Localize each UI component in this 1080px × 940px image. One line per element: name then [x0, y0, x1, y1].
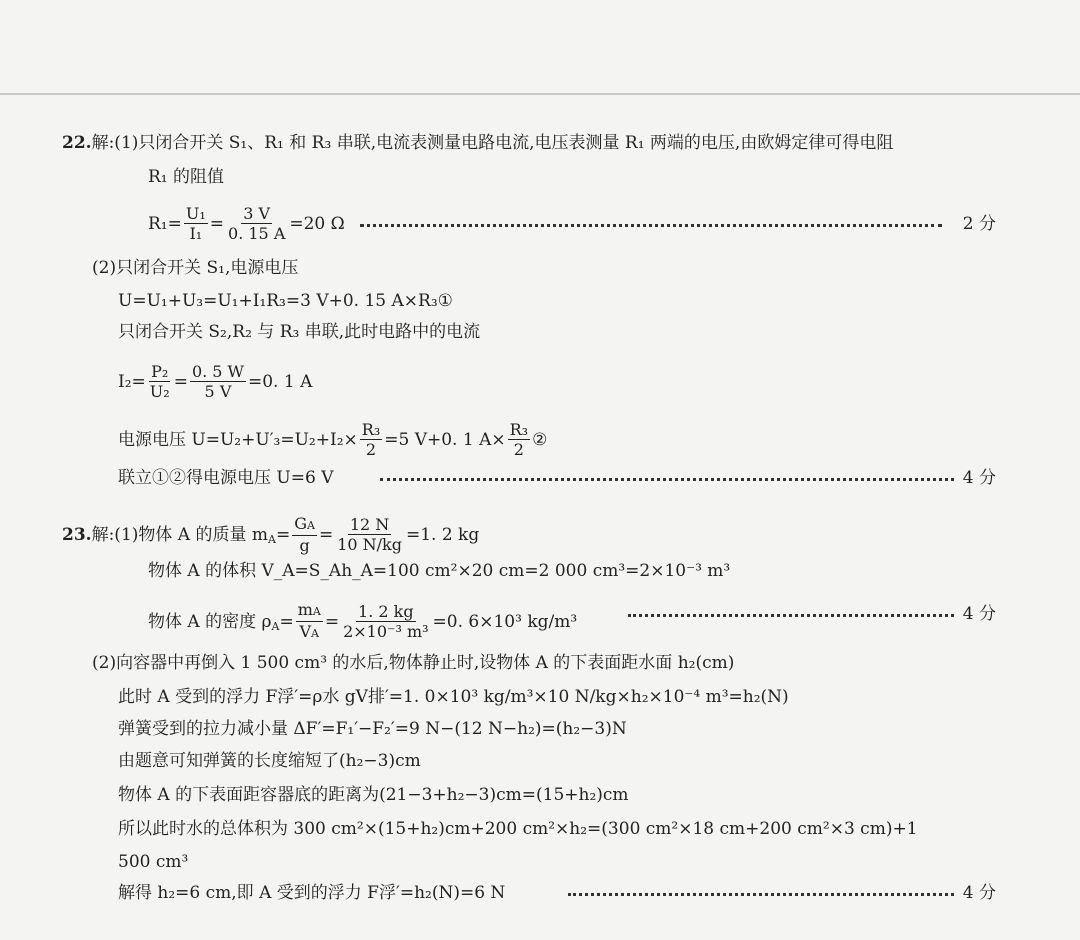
m-symbol: m: [297, 600, 313, 619]
q22-eq3: [118, 362, 312, 401]
eq3-equals: =: [173, 371, 188, 392]
q23-distance-text: 物体 A 的下表面距容器底的距离为(21−3+h₂−3)cm=(15+h₂)cm: [118, 785, 629, 805]
q23-frac2: [335, 515, 404, 554]
q23-score2: 4 分: [962, 883, 996, 903]
top-divider: [0, 93, 1080, 95]
sub-a: A: [311, 627, 319, 640]
q23-score2-row: [0, 881, 1080, 905]
eq3-frac2-num: 0. 5 W: [191, 362, 244, 381]
q23-volume: [148, 560, 730, 582]
eq3-frac2-den: 5 V: [204, 382, 232, 401]
q22-score2-row: [0, 466, 1080, 490]
q22-r1-label: R₁ 的阻值: [148, 167, 225, 187]
q22-line2: [148, 166, 224, 188]
q22-part2-text: (2)只闭合开关 S₁,电源电压: [92, 258, 299, 278]
eq3-frac1: [148, 362, 172, 401]
q23-score1-row: [0, 602, 1080, 626]
eq4-part-c: ②: [532, 429, 548, 450]
q22-eq2: [118, 290, 453, 312]
q22-part2: [92, 257, 298, 279]
eq3-frac1-den: U₂: [149, 382, 170, 401]
q22-line1: [62, 132, 893, 154]
eq1-lhs: R₁=: [148, 213, 182, 234]
q23-frac1: [292, 514, 317, 555]
q22-eq5-text: 联立①②得电源电压 U=6 V: [118, 468, 334, 488]
eq3-rhs: =0. 1 A: [248, 371, 313, 392]
dotted-leader: [380, 478, 954, 481]
q22-part3: [118, 321, 480, 343]
equals: =: [324, 611, 340, 632]
q23-frac2-num: 12 N: [349, 515, 390, 534]
equals: =: [318, 524, 334, 545]
q23-mass-value: =1. 2 kg: [405, 524, 480, 545]
q23-density-label: 物体 A 的密度 ρ: [148, 611, 272, 632]
q23-total-volume-cont: [118, 851, 188, 873]
q23-line1: [62, 514, 479, 555]
q23-total-volume-cont-text: 500 cm³: [118, 852, 189, 872]
q22-eq2-text: U=U₁+U₃=U₁+I₁R₃=3 V+0. 15 A×R₃①: [118, 291, 453, 311]
v-symbol: V: [299, 622, 312, 641]
eq3-frac1-num: P₂: [151, 362, 169, 381]
q23-frac2-den: 10 N/kg: [337, 535, 402, 554]
eq1-rhs: =20 Ω: [289, 213, 345, 234]
q23-part2-text: (2)向容器中再倒入 1 500 cm³ 的水后,物体静止时,设物体 A 的下表面距水面 h₂(cm): [92, 653, 735, 673]
eq1-frac2-num: 3 V: [243, 204, 271, 223]
q22-intro: 解:(1)只闭合开关 S₁、R₁ 和 R₃ 串联,电流表测量电路电流,电压表测量 R₁ 两端的电压,由欧姆定律可得电阻: [91, 133, 894, 153]
q23-total-volume: [118, 818, 918, 840]
eq4-frac2-den: 2: [513, 440, 524, 459]
q23-buoyancy-text: 此时 A 受到的浮力 F浮′=ρ水 gV排′=1. 0×10³ kg/m³×10 N/kg×h₂×10⁻⁴ m³=h₂(N): [118, 687, 789, 707]
q23-total-volume-text: 所以此时水的总体积为 300 cm²×(15+h₂)cm+200 cm²×h₂=(300 cm²×18 cm+200 cm²×3 cm)+1: [118, 819, 918, 839]
eq4-frac1-num: R₃: [361, 420, 381, 439]
q23-result-text: 解得 h₂=6 cm,即 A 受到的浮力 F浮′=h₂(N)=6 N: [118, 883, 506, 903]
eq4-part-b: =5 V+0. 1 A×: [384, 429, 506, 450]
eq4-part-a: 电源电压 U=U₂+U′₃=U₂+I₂×: [118, 429, 358, 450]
eq4-frac1-den: 2: [365, 440, 377, 459]
q23-frac1-den: g: [299, 536, 310, 555]
q23-shorten: [118, 750, 421, 772]
q23-distance: [118, 784, 629, 806]
q23-spring: [118, 718, 627, 740]
eq4-frac2-num: R₃: [509, 420, 529, 439]
sub-a: A: [312, 605, 321, 618]
dotted-leader: [628, 614, 954, 617]
sub-a: A: [271, 619, 280, 633]
q23-mass-label: 解:(1)物体 A 的质量 m: [91, 524, 268, 545]
q23-number: 23.: [62, 524, 92, 545]
q22-score1-row: [0, 212, 1080, 236]
sub-a: A: [268, 532, 276, 546]
q22-score1: 2 分: [962, 214, 996, 234]
q23-shorten-text: 由题意可知弹簧的长度缩短了(h₂−3)cm: [118, 751, 421, 771]
g-symbol: G: [294, 514, 307, 533]
eq1-frac2-den: 0. 15 A: [228, 224, 286, 243]
q23-spring-text: 弹簧受到的拉力减小量 ΔF′=F₁′−F₂′=9 N−(12 N−h₂)=(h₂−3)N: [118, 719, 627, 739]
eq1-frac1-den: I₁: [189, 224, 203, 243]
eq4-frac1: [360, 420, 382, 459]
eq3-frac2: [190, 362, 246, 401]
q23-score1: 4 分: [962, 604, 996, 624]
q22-eq4: [118, 420, 547, 459]
density-frac2-den: 2×10⁻³ m³: [343, 622, 429, 641]
q23-frac1-num: [292, 514, 317, 536]
density-frac2-num: 1. 2 kg: [358, 602, 414, 621]
eq1-frac1-num: U₁: [185, 204, 206, 223]
eq3-lhs: I₂=: [118, 371, 146, 392]
q23-part2: [92, 652, 734, 674]
eq1-equals: =: [209, 213, 225, 234]
dotted-leader: [568, 893, 954, 896]
eq4-frac2: [508, 420, 530, 459]
equals: =: [279, 611, 294, 632]
q23-volume-text: 物体 A 的体积 V_A=S_Ah_A=100 cm²×20 cm=2 000 cm³=2×10⁻³ m³: [148, 561, 731, 581]
q22-part3-text: 只闭合开关 S₂,R₂ 与 R₃ 串联,此时电路中的电流: [118, 322, 481, 342]
q22-score2: 4 分: [962, 468, 996, 488]
q23-buoyancy: [118, 686, 789, 708]
q23-density-value: =0. 6×10³ kg/m³: [432, 611, 578, 632]
q22-number: 22.: [62, 133, 92, 153]
equals: =: [275, 524, 291, 545]
dotted-leader: [360, 224, 942, 227]
sub-a: A: [306, 519, 315, 532]
